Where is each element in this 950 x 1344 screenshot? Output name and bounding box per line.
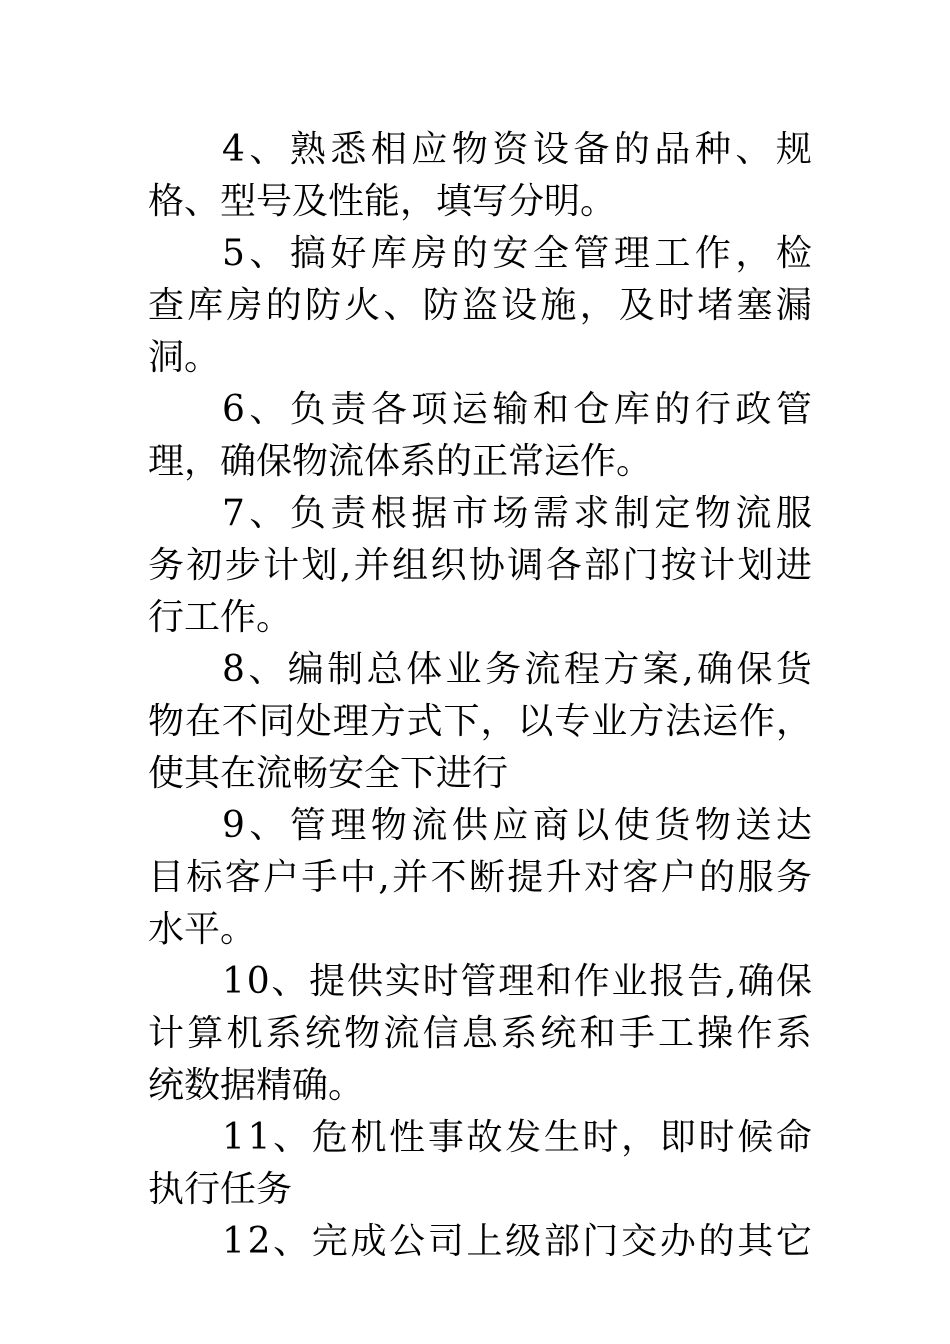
text-line: 物 在 不 同 处 理 方 式 下 ， 以 专 业 方 法 运 作 ， xyxy=(148,701,812,742)
text-line: 1 0 、 提 供 实 时 管 理 和 作 业 报 告 , 确 保 xyxy=(222,961,812,1002)
document-page xyxy=(148,124,812,1268)
text-line: 计 算 机 系 统 物 流 信 息 系 统 和 手 工 操 作 系 xyxy=(148,1013,812,1054)
text-line: 8 、 编 制 总 体 业 务 流 程 方 案 , 确 保 货 xyxy=(222,649,812,690)
text-line: 7 、 负 责 根 据 市 场 需 求 制 定 物 流 服 xyxy=(222,493,812,534)
text-line: 行工作。 xyxy=(148,597,293,638)
text-line: 5 、 搞 好 库 房 的 安 全 管 理 工 作 ， 检 xyxy=(222,233,812,274)
text-line: 1 1 、 危 机 性 事 故 发 生 时 ， 即 时 候 命 xyxy=(222,1117,812,1158)
text-line: 目 标 客 户 手 中 , 并 不 断 提 升 对 客 户 的 服 务 xyxy=(148,857,812,898)
text-line: 9 、 管 理 物 流 供 应 商 以 使 货 物 送 达 xyxy=(222,805,812,846)
text-line: 1 2 、 完 成 公 司 上 级 部 门 交 办 的 其 它 xyxy=(222,1221,812,1262)
text-line: 4 、 熟 悉 相 应 物 资 设 备 的 品 种 、 规 xyxy=(222,129,812,170)
text-line: 查 库 房 的 防 火 、 防 盗 设 施 ， 及 时 堵 塞 漏 xyxy=(148,285,812,326)
text-line: 水平。 xyxy=(148,909,257,950)
text-line: 统数据精确。 xyxy=(148,1065,365,1106)
text-line: 6 、 负 责 各 项 运 输 和 仓 库 的 行 政 管 xyxy=(222,389,812,430)
text-line: 理，确保物流体系的正常运作。 xyxy=(148,441,653,482)
text-line: 务 初 步 计 划 , 并 组 织 协 调 各 部 门 按 计 划 进 xyxy=(148,545,812,586)
text-line: 执行任务 xyxy=(148,1169,293,1210)
text-line: 洞。 xyxy=(148,337,221,378)
text-line: 格、型号及性能，填写分明。 xyxy=(148,181,617,222)
text-line: 使其在流畅安全下进行 xyxy=(148,753,509,794)
